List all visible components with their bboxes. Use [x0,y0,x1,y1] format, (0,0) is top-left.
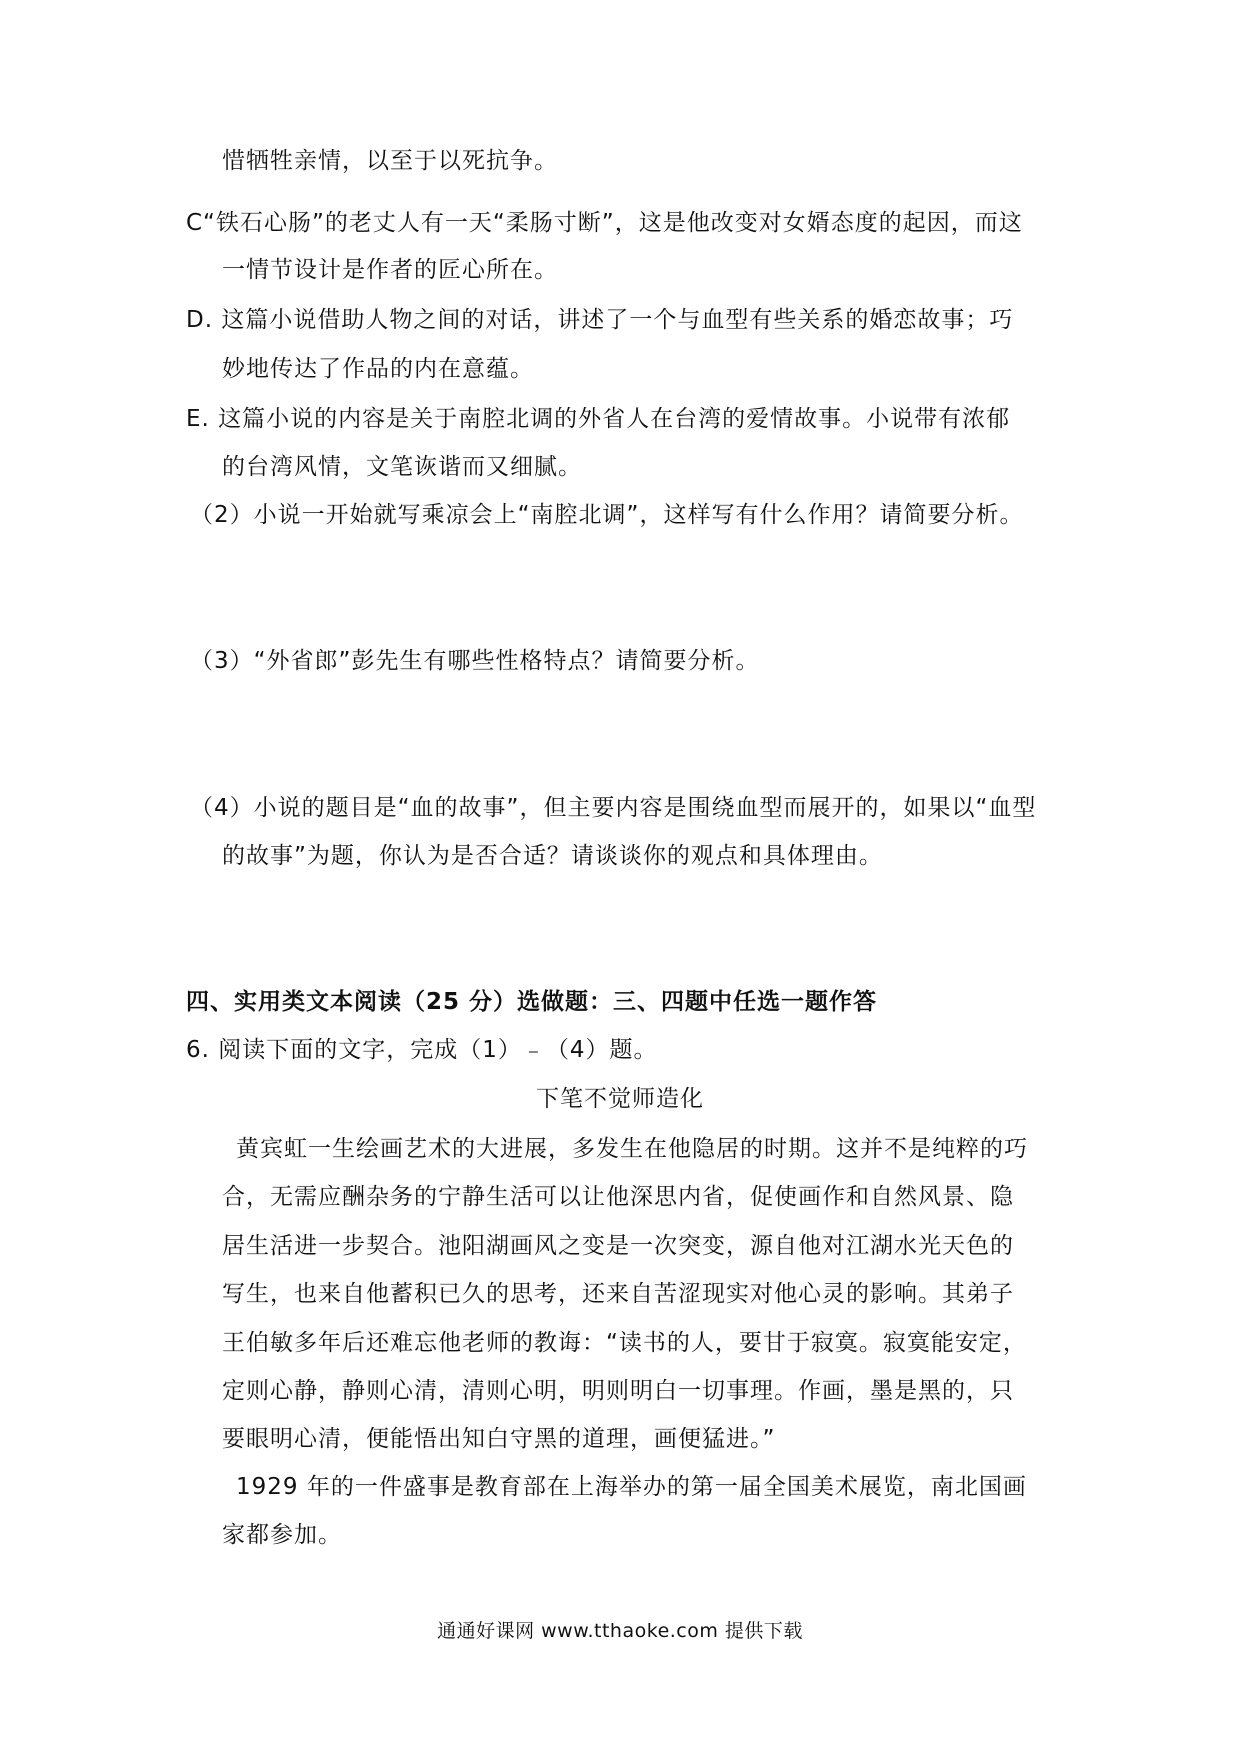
option-b-continuation: 惜牺牲亲情，以至于以死抗争。 [222,148,558,174]
section-4-heading: 四、实用类文本阅读（25 分）选做题：三、四题中任选一题作答 [186,989,878,1015]
option-d-line-1: D. 这篇小说借助人物之间的对话，讲述了一个与血型有些关系的婚恋故事；巧 [186,307,1014,333]
option-d-line-2: 妙地传达了作品的内在意蕴。 [222,356,534,382]
question-3: （3）“外省郎”彭先生有哪些性格特点？请简要分析。 [190,648,760,674]
article-paragraph-2-line-2: 家都参加。 [222,1522,342,1548]
article-paragraph-1-line-5: 王伯敏多年后还难忘他老师的教诲：“读书的人，要甘于寂寞。寂寞能安定， [222,1330,1027,1356]
question-4-line-1: （4）小说的题目是“血的故事”，但主要内容是围绕血型而展开的，如果以“血型 [190,795,1037,821]
footer-download-credit: 通通好课网 www.tthaoke.com 提供下载 [437,1620,803,1642]
question-2: （2）小说一开始就写乘凉会上“南腔北调”，这样写有什么作用？请简要分析。 [190,502,1024,528]
article-paragraph-1-line-3: 居生活进一步契合。池阳湖画风之变是一次突变，源自他对江湖水光天色的 [222,1233,1014,1259]
question-6: 6. 阅读下面的文字，完成（1）﹣（4）题。 [186,1037,658,1063]
question-4-line-2: 的故事”为题，你认为是否合适？请谈谈你的观点和具体理由。 [222,843,883,869]
option-c-line-2: 一情节设计是作者的匠心所在。 [222,257,558,283]
article-paragraph-1-line-2: 合，无需应酬杂务的宁静生活可以让他深思内省，促使画作和自然风景、隐 [222,1184,1014,1210]
article-paragraph-1-line-6: 定则心静，静则心清，清则心明，明则明白一切事理。作画，墨是黑的，只 [222,1378,1014,1404]
article-paragraph-1-line-1: 黄宾虹一生绘画艺术的大进展，多发生在他隐居的时期。这并不是纯粹的巧 [236,1136,1028,1162]
option-c-line-1: C“铁石心肠”的老丈人有一天“柔肠寸断”，这是他改变对女婿态度的起因，而这 [186,210,1023,236]
article-title: 下笔不觉师造化 [536,1086,704,1112]
article-paragraph-2-line-1: 1929 年的一件盛事是教育部在上海举办的第一届全国美术展览，南北国画 [236,1474,1027,1500]
article-paragraph-1-line-4: 写生，也来自他蓄积已久的思考，还来自苦涩现实对他心灵的影响。其弟子 [222,1281,1014,1307]
option-e-line-1: E. 这篇小说的内容是关于南腔北调的外省人在台湾的爱情故事。小说带有浓郁 [186,406,1011,432]
option-e-line-2: 的台湾风情，文笔诙谐而又细腻。 [222,454,582,480]
article-paragraph-1-line-7: 要眼明心清，便能悟出知白守黑的道理，画便猛进。” [222,1426,776,1452]
